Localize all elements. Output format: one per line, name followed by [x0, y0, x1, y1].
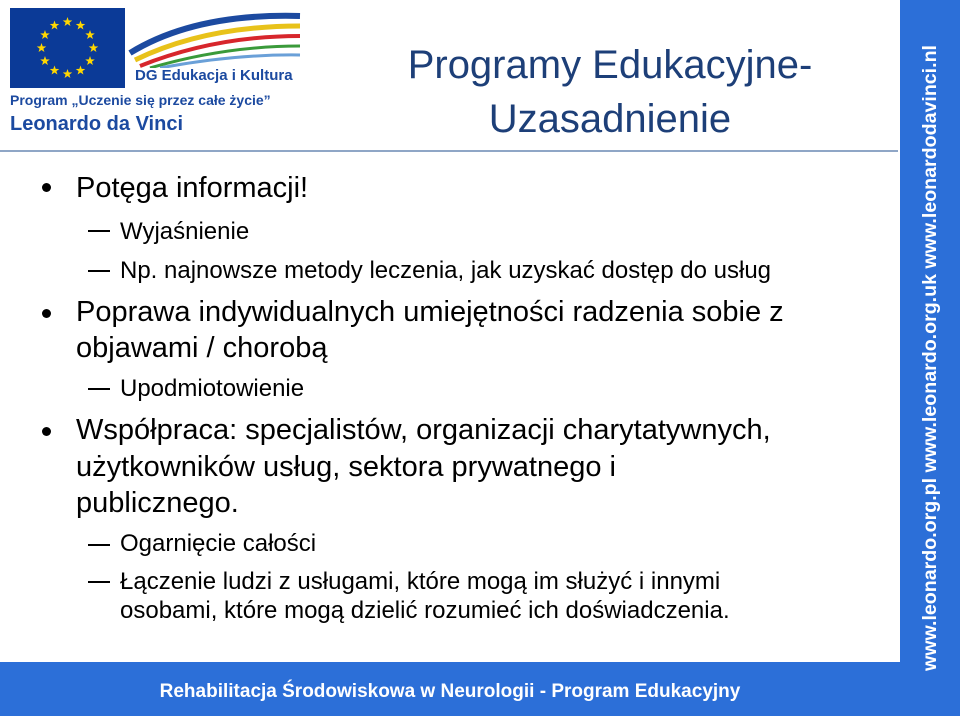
- bullet-2-line-1: Poprawa indywidualnych umiejętności radzenia sobie z: [76, 296, 784, 328]
- bullet-dot: [42, 309, 51, 318]
- eu-star-icon: [89, 43, 99, 52]
- dash-marker: [88, 581, 110, 583]
- slide-title: [330, 38, 890, 146]
- bullet-1-sub-2: Np. najnowsze metody leczenia, jak uzyskać dostęp do usług: [120, 257, 772, 284]
- eu-star-icon: [85, 56, 95, 65]
- eu-star-icon: [63, 17, 73, 26]
- eu-star-icon: [40, 56, 50, 65]
- leonardo-logo: [0, 0, 350, 150]
- dash-marker: [88, 270, 110, 272]
- title-line-2: Uzasadnienie: [488, 97, 732, 141]
- side-strip: [900, 0, 960, 716]
- bullet-3-sub-2-line-1: Łączenie ludzi z usługami, które mogą im służyć i innymi: [120, 568, 721, 595]
- footer-text: Rehabilitacja Środowiskowa w Neurologii - Program Edukacyjny: [159, 681, 741, 702]
- bullet-1-sub-1: Wyjaśnienie: [120, 218, 250, 245]
- eu-star-icon: [37, 43, 47, 52]
- eu-star-icon: [63, 69, 73, 78]
- eu-star-icon: [40, 30, 50, 39]
- dash-marker: [88, 388, 110, 390]
- logo-program-text: Program „Uczenie się przez całe życie”: [10, 92, 271, 108]
- eu-star-icon: [76, 20, 86, 29]
- bullet-3-line-3: publicznego.: [76, 487, 239, 519]
- bullet-2-line-2: objawami / chorobą: [76, 332, 328, 364]
- eu-star-icon: [85, 30, 95, 39]
- bullet-dot: [42, 427, 51, 436]
- logo-dg-text: DG Edukacja i Kultura: [135, 67, 293, 84]
- bullet-dot: [42, 183, 51, 192]
- bullet-3-sub-1: Ogarnięcie całości: [120, 530, 317, 557]
- footer-bar: [0, 662, 900, 716]
- bullet-3-line-2: użytkowników usług, sektora prywatnego i: [76, 451, 616, 483]
- eu-star-icon: [50, 20, 60, 29]
- title-line-1: Programy Edukacyjne-: [407, 43, 813, 87]
- eu-star-icon: [50, 66, 60, 75]
- bullet-1-text: Potęga informacji!: [76, 172, 309, 204]
- dash-marker: [88, 230, 110, 232]
- swoosh-icon: [125, 8, 305, 68]
- side-strip-urls: www.leonardo.org.pl www.leonardo.org.uk www.leonardodavinci.nl: [919, 45, 941, 671]
- bullet-2-sub-1: Upodmiotowienie: [120, 375, 305, 402]
- bullet-3-sub-2-line-2: osobami, które mogą dzielić rozumieć ich doświadczenia.: [120, 597, 730, 624]
- eu-flag-icon: [10, 8, 125, 88]
- bullet-3-line-1: Współpraca: specjalistów, organizacji charytatywnych,: [76, 414, 771, 446]
- title-divider: [0, 150, 898, 152]
- eu-star-icon: [76, 66, 86, 75]
- logo-leonardo-text: Leonardo da Vinci: [10, 113, 183, 135]
- dash-marker: [88, 544, 110, 546]
